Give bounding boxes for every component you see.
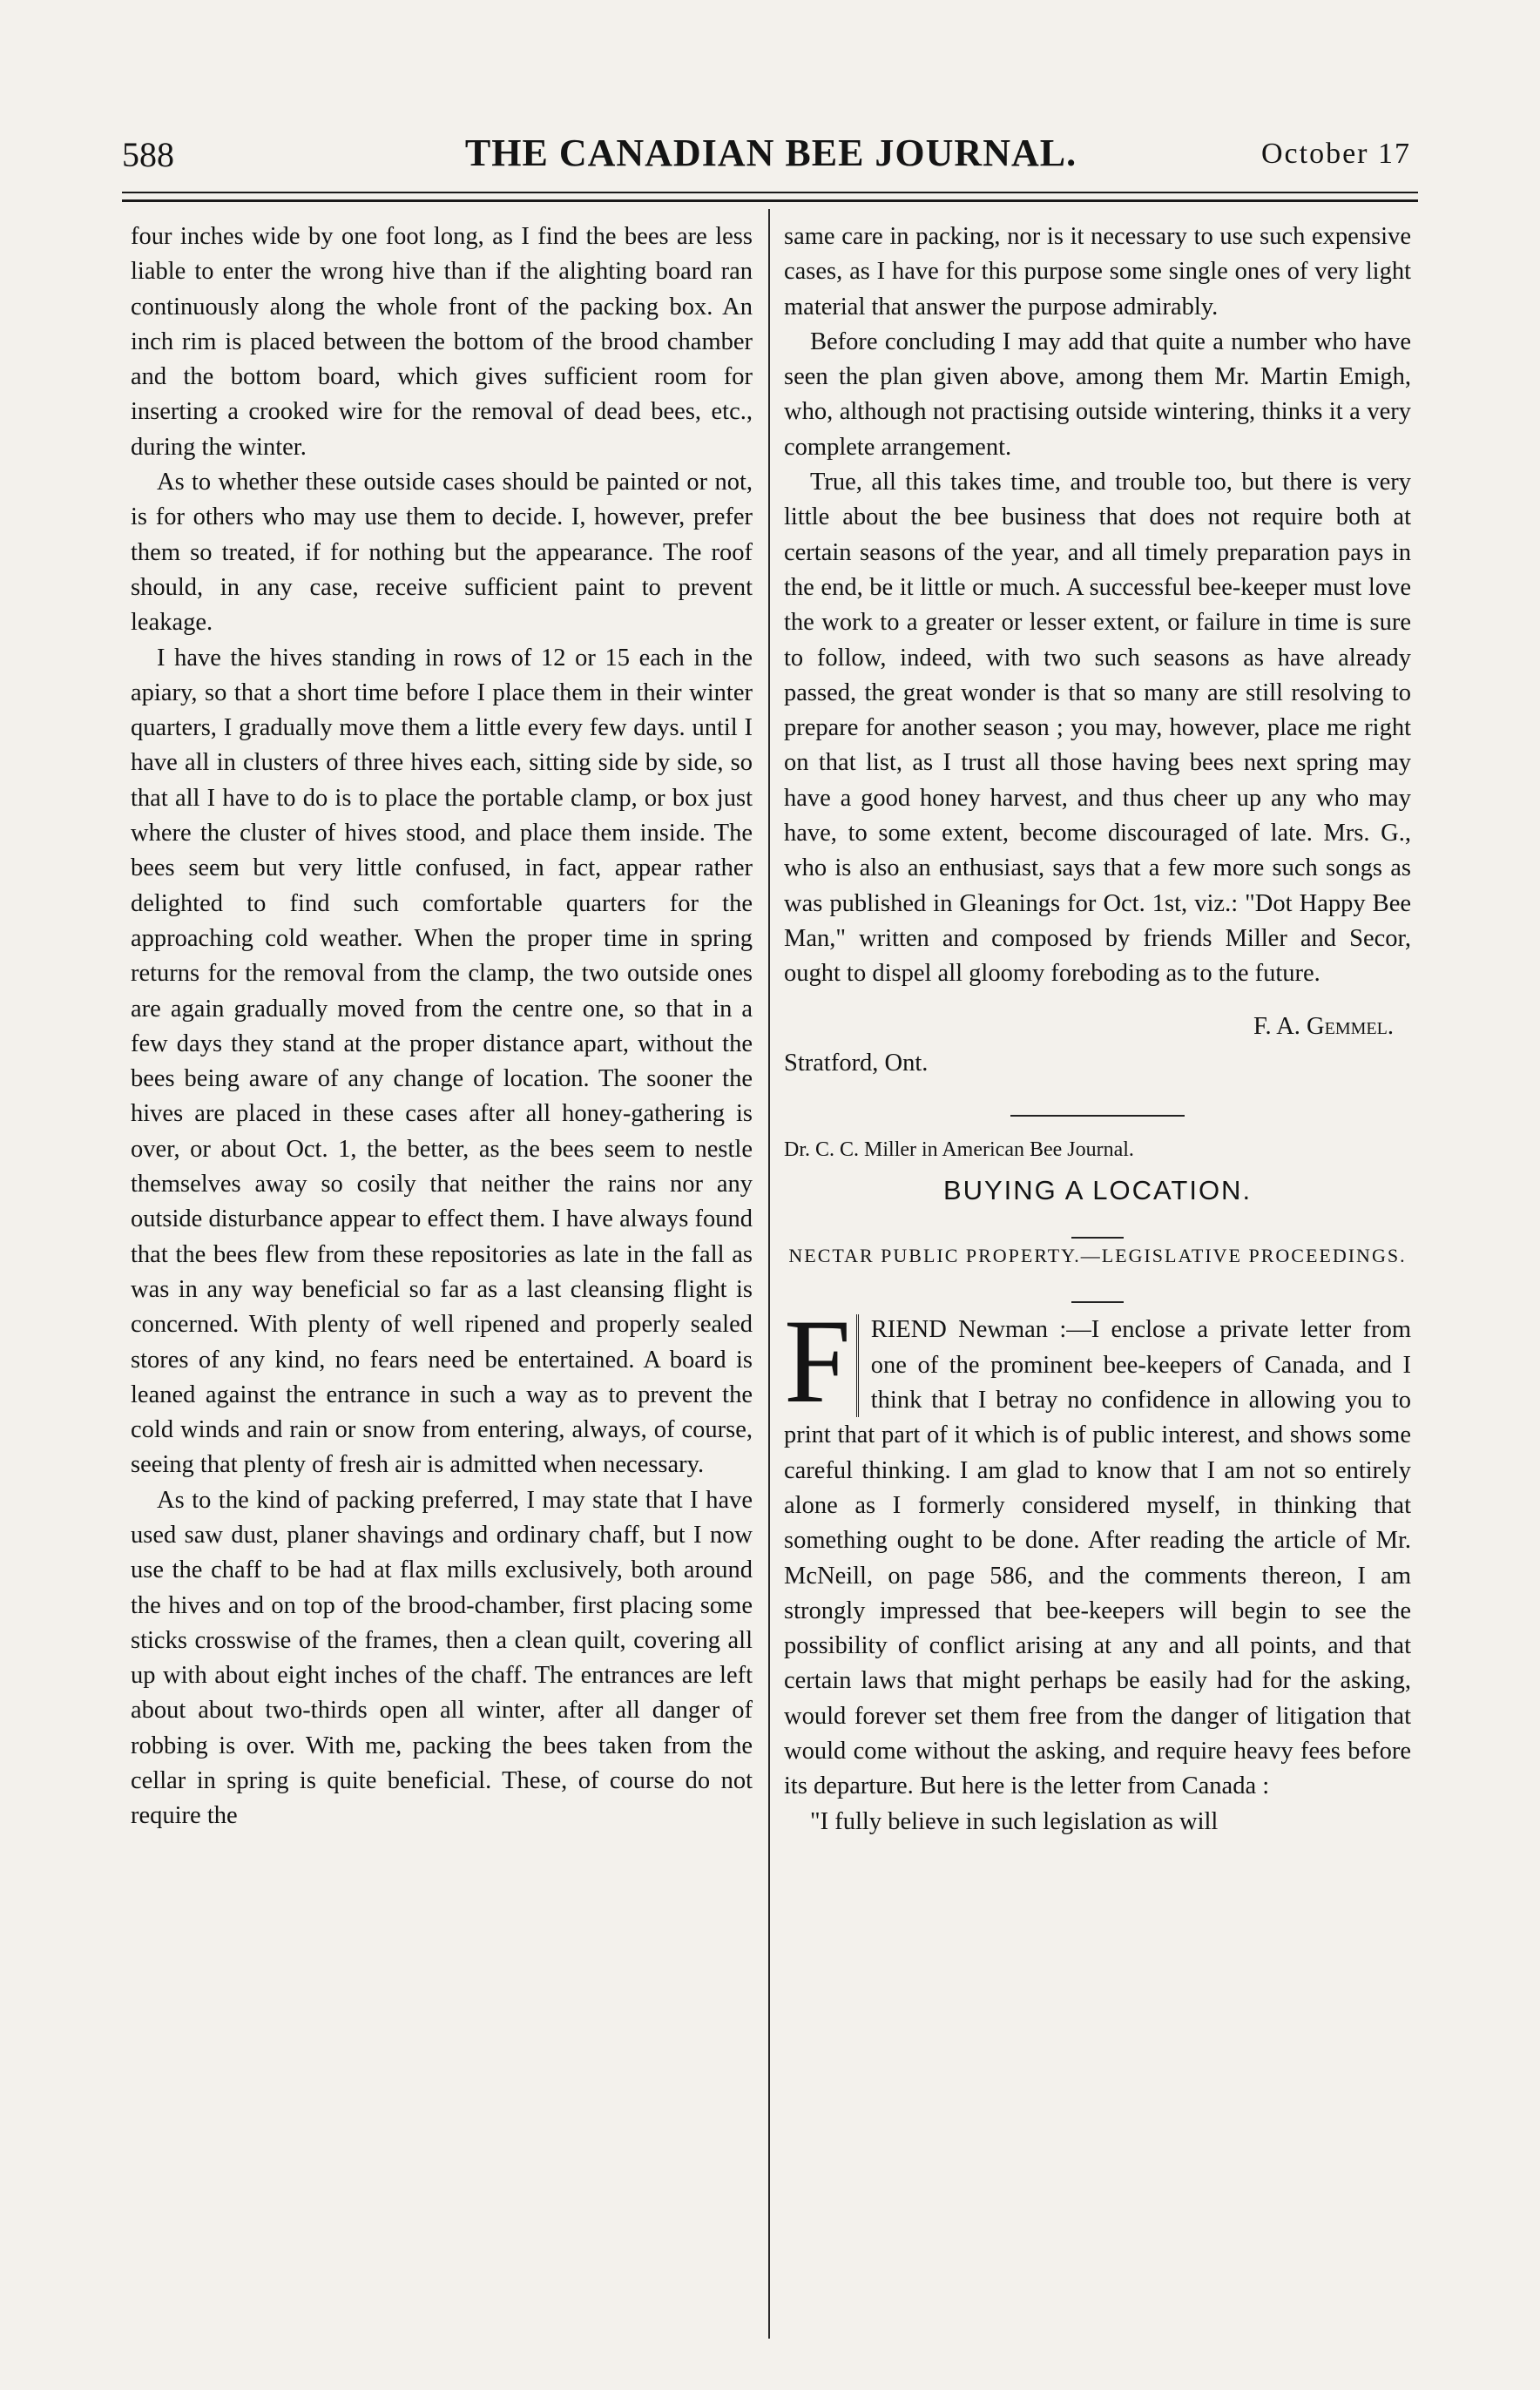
section-divider [784, 1097, 1411, 1114]
article-subtitle: NECTAR PUBLIC PROPERTY.—LEGISLATIVE PROCEEDINGS. [788, 1245, 1407, 1267]
journal-title: THE CANADIAN BEE JOURNAL. [464, 132, 1077, 174]
page-number: 588 [122, 135, 174, 174]
left-column [131, 219, 753, 1834]
issue-date: October 17 [1260, 138, 1411, 170]
right-column [784, 219, 1411, 1840]
column-divider [768, 209, 770, 2339]
paragraph: As to whether these outside cases should be painted or not, is for others who may use them to decide. I, however, prefer them so treated, if for nothing but the appearance. The roof should, in any case, receive sufficient paint to prevent leakage. [131, 469, 753, 637]
drop-cap: F [784, 1314, 859, 1417]
paragraph: same care in packing, nor is it necessary to use such expensive cases, as I have for this purpose some single ones of very light material that answer the purpose admirably. [784, 223, 1411, 321]
article-paragraph [784, 1294, 1411, 1804]
subtitle-rule [784, 1283, 1411, 1295]
title-rule [784, 1219, 1411, 1231]
article-paragraph: "I fully believe in such legislation as will [810, 1807, 1219, 1835]
paragraph: True, all this takes time, and trouble too, but there is very little about the bee business that does not require both at certain seasons of the year, and all timely preparation pays in the end, be it little or much. A successful bee-keeper must love the work to a greater or lesser extent, or failure in time is sure to follow, indeed, with two such seasons as have already passed, the great wonder is that so many are still resolving to prepare for another season ; you may, however, place me right on that list, as I trust all those having bees next spring may have a good honey harvest, and thus cheer up any who may have, to some extent, become discouraged of late. Mrs. G., who is also an enthusiast, says that a few more such songs as was published in Gleanings for Oct. 1st, viz.: "Dot Happy Bee Man," written and composed by friends Miller and Secor, ought to dispel all gloomy foreboding as to the future. [784, 469, 1411, 988]
source-credit: Dr. C. C. Miller in American Bee Journal. [784, 1138, 1134, 1162]
page-header [122, 131, 1420, 183]
paragraph: Before concluding I may add that quite a number who have seen the plan given above, among them Mr. Martin Emigh, who, although not practising outside wintering, thinks it a very complete arrangement. [784, 327, 1411, 461]
article-title: BUYING A LOCATION. [942, 1175, 1253, 1206]
article-paragraph-text: RIEND Newman :—I enclose a private letter from one of the prominent bee-keepers of Canada, and I think that I betray no confidence in allowing you to print that part of it which is of public interest, and shows some careful thinking. I am glad to know that I am not so entirely alone as I formerly considered myself, in thinking that something ought to be done. After reading the article of Mr. McNeill, on page 586, and the comments thereon, I am strongly impressed that bee-keepers will begin to see the possibility of conflict arising at any and all points, and that certain laws that might perhaps be easily had for the asking, would forever set them free from the danger of litigation that would come without the asking, and require heavy fees before its departure. But here is the letter from Canada : [784, 1316, 1411, 1800]
author-location: Stratford, Ont. [784, 1049, 929, 1077]
paragraph: four inches wide by one foot long, as I find the bees are less liable to enter the wrong hive than if the alighting board ran continuously along the whole front of the packing box. An inch rim is placed between the bottom of the brood chamber and the bottom board, which gives sufficient room for inserting a crooked wire for the removal of dead bees, etc., during the winter. [131, 223, 753, 461]
header-rule [122, 192, 1418, 202]
paragraph: As to the kind of packing preferred, I may state that I have used saw dust, planer shavings and ordinary chaff, but I now use the chaff to be had at flax mills exclusively, both around the hives and on top of the brood-chamber, first placing some sticks crosswise of the frames, then a clean quilt, covering all up with about eight inches of the chaff. The entrances are left about about two-thirds open all winter, after all danger of robbing is over. With me, packing the bees taken from the cellar in spring is quite beneficial. These, of course do not require the [131, 1486, 753, 1830]
author-signature: F. A. Gemmel. [1253, 1012, 1394, 1040]
paragraph: I have the hives standing in rows of 12 or 15 each in the apiary, so that a short time before I place them in their winter quarters, I gradually move them a little every few days. until I have all in clusters of three hives each, sitting side by side, so that all I have to do is to place the portable clamp, or box just where the cluster of hives stood, and place them inside. The bees seem but very little confused, in fact, appear rather delighted to find such comfortable quarters for the approaching cold weather. When the proper time in spring returns for the removal from the clamp, the two outside ones are again gradually moved from the centre one, so that in a few days they stand at the proper distance apart, without the bees being aware of any change of location. The sooner the hives are placed in these cases after all honey-gathering is over, or about Oct. 1, the better, as the bees seem to nestle themselves away so cosily that neither the rains nor any outside disturbance appear to effect them. I have always found that the bees flew from these repositories as late in the fall as was in any way beneficial so far as a last cleansing flight is concerned. With plenty of well ripened and properly sealed stores of any kind, no fears need be entertained. A board is leaned against the entrance in such a way as to prevent the cold winds and rain or snow from entering, always, of course, seeing that plenty of fresh air is admitted when necessary. [131, 644, 753, 1479]
